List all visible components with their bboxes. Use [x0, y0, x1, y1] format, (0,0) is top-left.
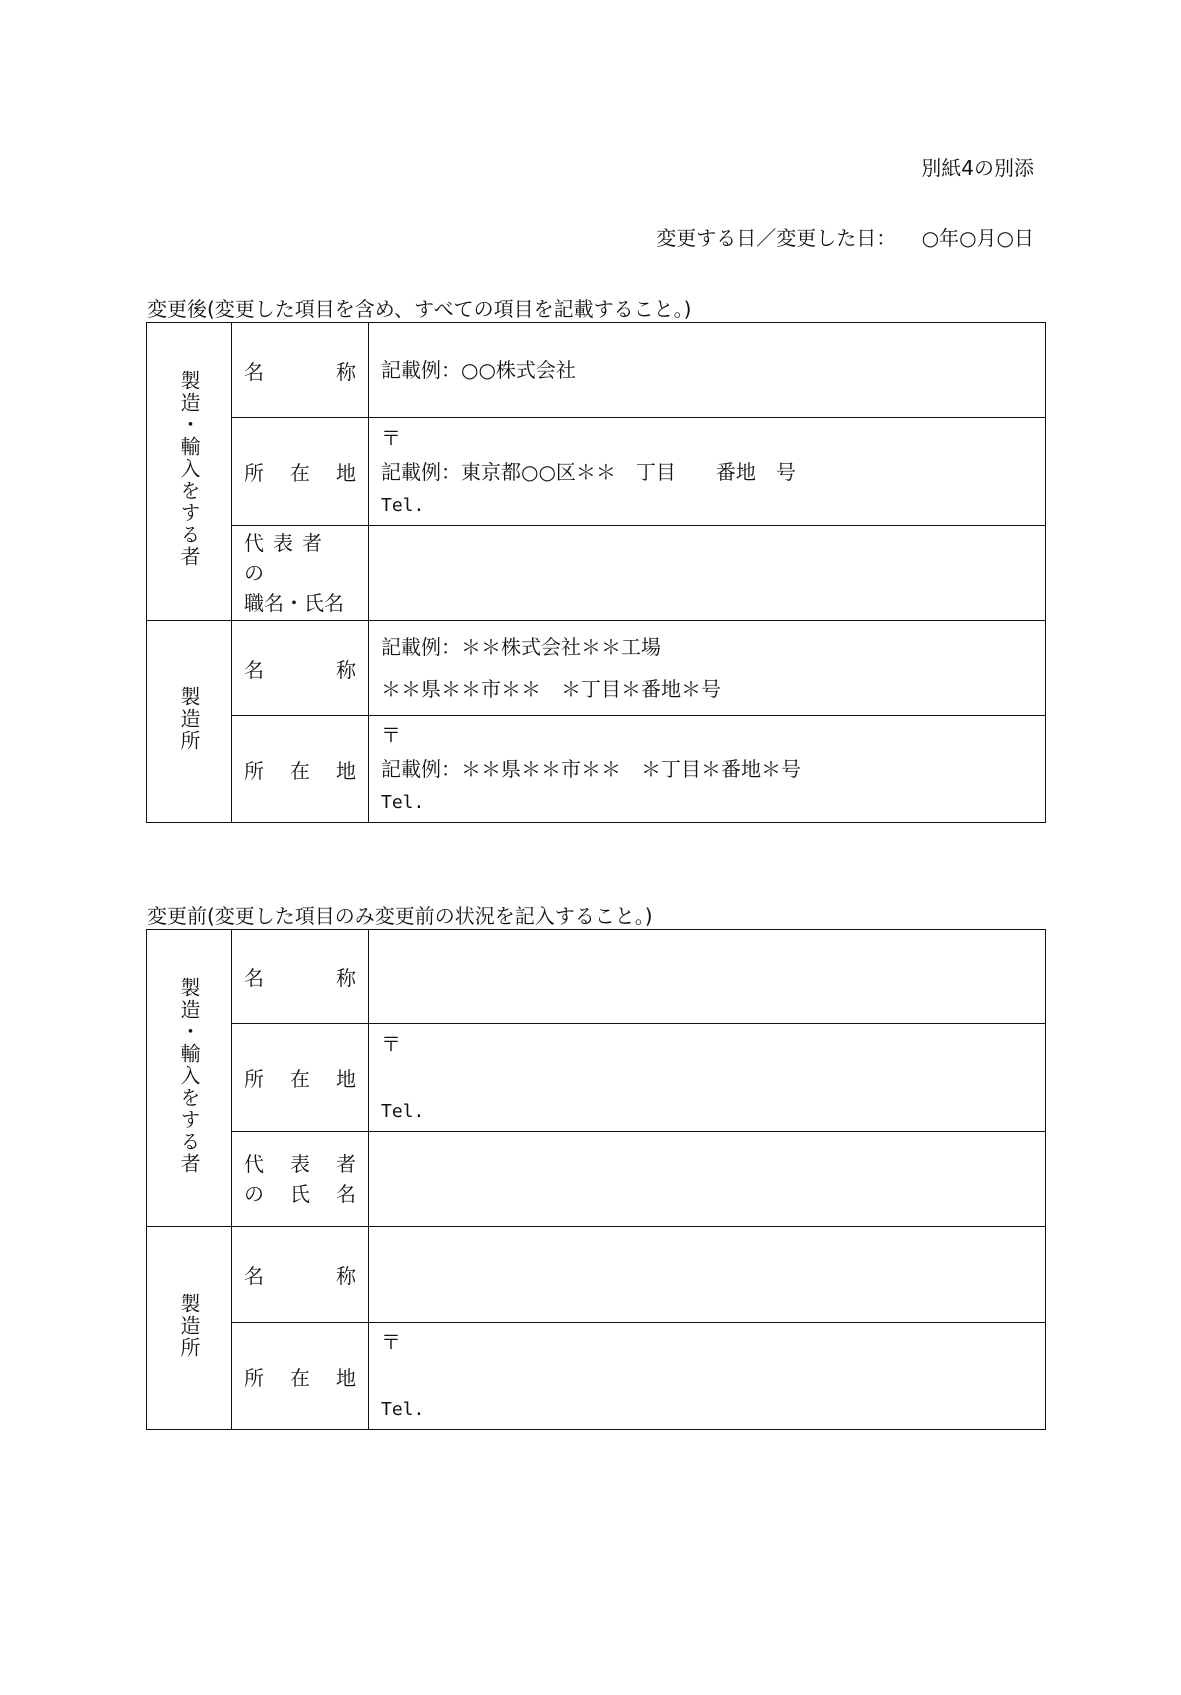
attachment-label: 別紙4の別添 [921, 156, 1034, 180]
address-value[interactable]: 〒 記載例：東京都○○区＊＊ 丁目 番地 号 Tel. [369, 418, 1046, 526]
address-value[interactable]: 〒 Tel. [369, 1024, 1046, 1132]
change-date [656, 222, 1034, 251]
representative-value[interactable] [369, 1132, 1046, 1227]
site-address-label: 所 在 地 [232, 1323, 369, 1430]
before-heading: 変更前(変更した項目のみ変更前の状況を記入すること。) [147, 904, 653, 928]
group-manufacturer: 製造・輸入をする者 [147, 323, 232, 621]
representative-label: 代 表 者 の 氏 名 [232, 1132, 369, 1227]
after-table [146, 322, 1046, 823]
site-name-label: 名 称 [232, 621, 369, 716]
after-heading: 変更後(変更した項目を含め、すべての項目を記載すること。) [147, 297, 692, 321]
before-table [146, 929, 1046, 1430]
group-factory: 製造所 [147, 621, 232, 823]
site-address-value[interactable]: 〒 Tel. [369, 1323, 1046, 1430]
address-label: 所 在 地 [232, 1024, 369, 1132]
name-label: 名 称 [232, 930, 369, 1024]
name-label: 名 称 [232, 323, 369, 418]
change-date-value: ○年○月○日 [921, 226, 1034, 250]
address-label: 所 在 地 [232, 418, 369, 526]
site-address-label: 所 在 地 [232, 716, 369, 823]
representative-label: 代表者の 職名・氏名 [232, 526, 369, 621]
site-address-value[interactable]: 〒 記載例：＊＊県＊＊市＊＊ ＊丁目＊番地＊号 Tel. [369, 716, 1046, 823]
site-name-label: 名 称 [232, 1227, 369, 1323]
group-factory: 製造所 [147, 1227, 232, 1430]
site-name-value[interactable]: 記載例：＊＊株式会社＊＊工場 ＊＊県＊＊市＊＊ ＊丁目＊番地＊号 [369, 621, 1046, 716]
name-value[interactable] [369, 930, 1046, 1024]
representative-value[interactable] [369, 526, 1046, 621]
site-name-value[interactable] [369, 1227, 1046, 1323]
change-date-label: 変更する日／変更した日： [656, 226, 897, 250]
name-value[interactable]: 記載例：○○株式会社 [369, 323, 1046, 418]
group-manufacturer: 製造・輸入をする者 [147, 930, 232, 1227]
